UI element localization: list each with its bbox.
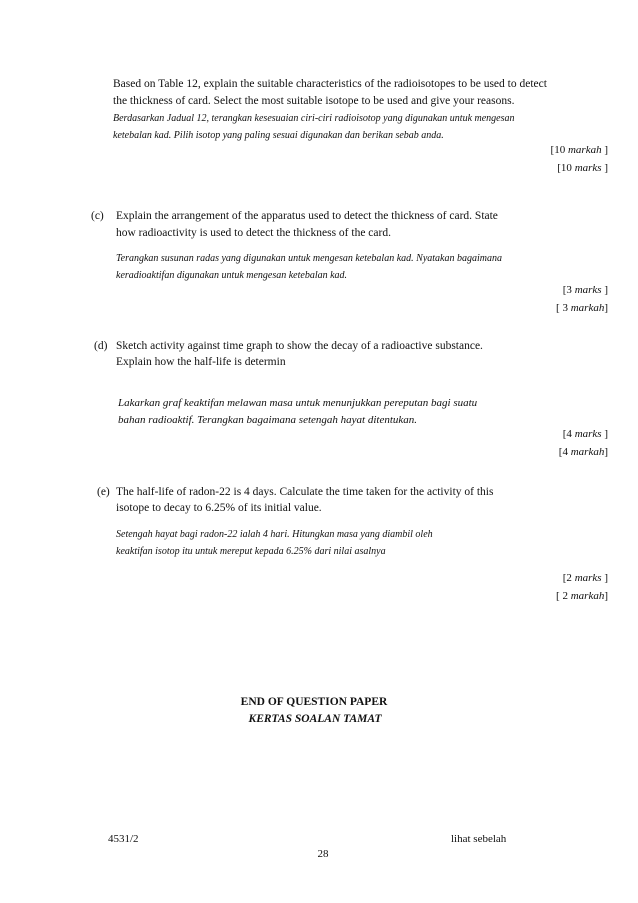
question-c-malay-line-1: Terangkan susunan radas yang digunakan untuk mengesan ketebalan kad. Nyatakan bagaimana: [116, 253, 502, 264]
question-d-malay-line-1: Lakarkan graf keaktifan melawan masa untuk menunjukkan pereputan bagi suatu: [118, 397, 478, 409]
question-c-english-line-2: how radioactivity is used to detect the thickness of the card.: [116, 227, 391, 239]
next-page-note: lihat sebelah: [451, 833, 507, 845]
question-d-english-line-1: Sketch activity against time graph to show the decay of a radioactive substance.: [116, 340, 483, 352]
question-b-malay-line-1: Berdasarkan Jadual 12, terangkan kesesuaian ciri-ciri radioisotop yang digunakan untuk mengesan: [113, 113, 515, 124]
question-e-malay-line-2: keaktifan isotop itu untuk mereput kepada 6.25% dari nilai asalnya: [116, 546, 386, 557]
question-d-label: (d): [94, 340, 108, 352]
question-b-marks-english: [10 marks ]: [557, 162, 608, 174]
question-d-marks-malay: [4 markah]: [558, 446, 608, 458]
question-d-english-line-2: Explain how the half-life is determin: [116, 356, 286, 368]
question-c-marks-malay: [ 3 markah]: [556, 302, 608, 314]
question-e-label: (e): [97, 486, 110, 498]
page-number: 28: [317, 848, 329, 860]
end-of-paper-english: END OF QUESTION PAPER: [240, 696, 388, 708]
question-b-malay-line-2: ketebalan kad. Pilih isotop yang paling sesuai digunakan dan berikan sebab anda.: [113, 130, 444, 141]
question-d-malay-line-2: bahan radioaktif. Terangkan bagaimana setengah hayat ditentukan.: [118, 414, 418, 426]
question-b-english-line-1: Based on Table 12, explain the suitable characteristics of the radioisotopes to be used to detect: [113, 78, 547, 90]
question-e-malay-line-1: Setengah hayat bagi radon-22 ialah 4 hari. Hitungkan masa yang diambil oleh: [116, 529, 433, 540]
question-c-english-line-1: Explain the arrangement of the apparatus used to detect the thickness of card. State: [116, 210, 498, 222]
question-b-marks-malay: [10 markah ]: [550, 144, 608, 156]
question-e-marks-malay: [ 2 markah]: [556, 590, 608, 602]
question-e-marks-english: [2 marks ]: [562, 572, 608, 584]
paper-code: 4531/2: [108, 833, 139, 845]
question-e-english-line-2: isotope to decay to 6.25% of its initial value.: [116, 502, 322, 514]
question-b-english-line-2: the thickness of card. Select the most suitable isotope to be used and give your reasons.: [113, 95, 515, 107]
end-of-paper-malay: KERTAS SOALAN TAMAT: [248, 713, 382, 725]
question-e-english-line-1: The half-life of radon-22 is 4 days. Calculate the time taken for the activity of this: [116, 486, 494, 498]
question-d-marks-english: [4 marks ]: [562, 428, 608, 440]
question-c-marks-english: [3 marks ]: [562, 284, 608, 296]
question-c-label: (c): [91, 210, 104, 222]
question-c-malay-line-2: keradioaktifan digunakan untuk mengesan ketebalan kad.: [116, 270, 348, 281]
